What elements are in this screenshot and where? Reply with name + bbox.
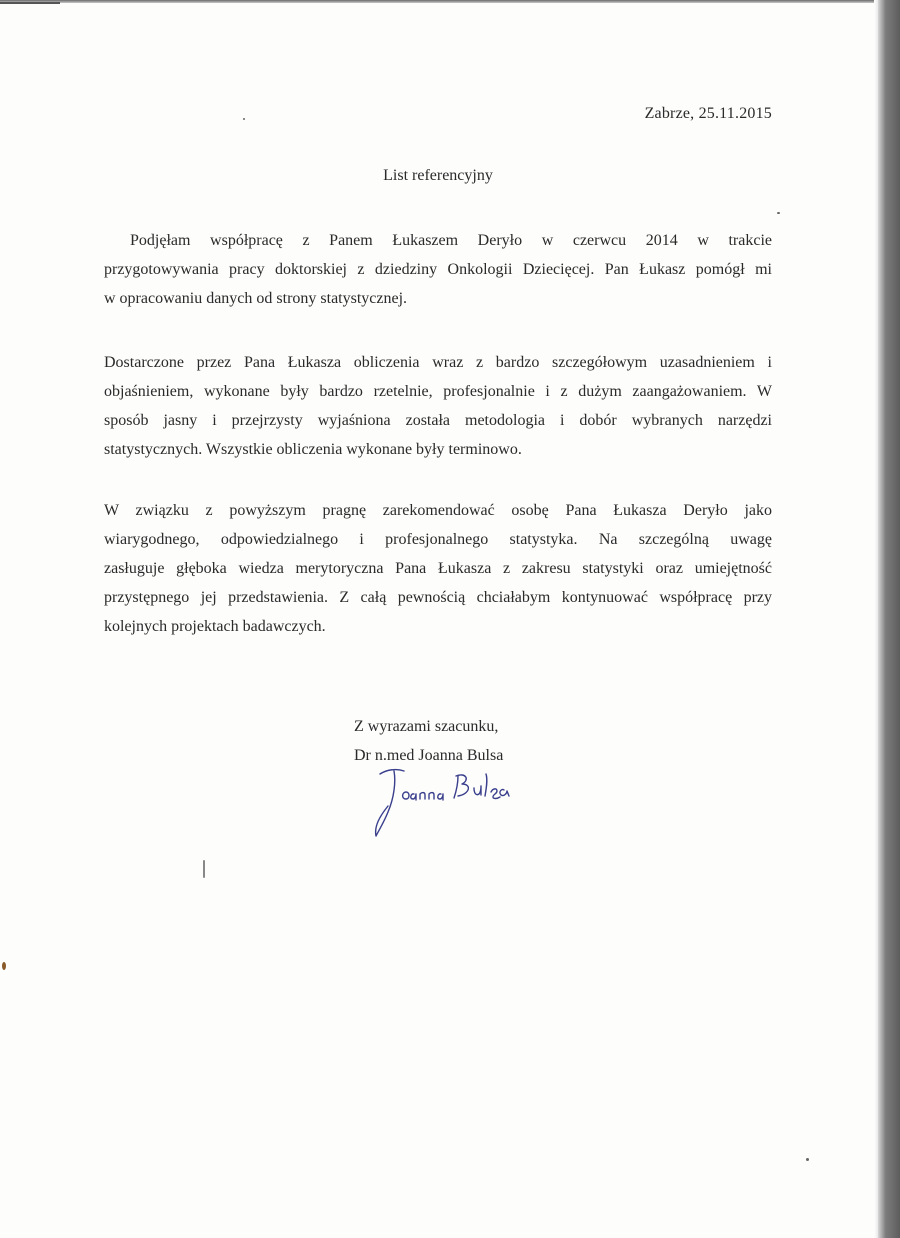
scan-border-top (0, 0, 878, 3)
paragraph-line: Dostarczone przez Pana Łukasza obliczenia wraz z bardzo szczegółowym uzasadnieniem i (104, 354, 772, 371)
paragraph-1 (104, 226, 772, 313)
paragraph-line: zasługuje głęboka wiedza merytoryczna Pana Łukasza z zakresu statystyki oraz umiejętność (104, 560, 772, 577)
paragraph-line: w opracowaniu danych od strony statystycznej. (104, 290, 408, 307)
paragraph-line: statystycznych. Wszystkie obliczenia wykonane były terminowo. (104, 441, 522, 458)
paragraph-line: wiarygodnego, odpowiedzialnego i profesjonalnego statystyka. Na szczególną uwagę (104, 531, 772, 548)
closing-phrase: Z wyrazami szacunku, (354, 718, 499, 735)
paragraph-line: sposób jasny i przejrzysty wyjaśniona została metodologia i dobór wybranych narzędzi (104, 412, 772, 429)
scan-speck (777, 212, 780, 214)
paragraph-line: W związku z powyższym pragnę zarekomendować osobę Pana Łukasza Deryło jako (104, 502, 772, 519)
paragraph-3 (104, 496, 772, 641)
paragraph-line: kolejnych projektach badawczych. (104, 618, 326, 635)
paragraph-2 (104, 348, 772, 464)
scan-speck (203, 860, 205, 878)
scan-speck (243, 118, 245, 120)
letter-date: Zabrze, 25.11.2015 (644, 105, 772, 122)
paragraph-line: Podjęłam współpracę z Panem Łukaszem Deryło w czerwcu 2014 w trakcie (130, 232, 772, 249)
handwritten-signature (366, 762, 526, 842)
scan-edge-right (878, 0, 900, 1238)
signatory-name: Dr n.med Joanna Bulsa (354, 747, 504, 764)
paragraph-line: przygotowywania pracy doktorskiej z dziedziny Onkologii Dziecięcej. Pan Łukasz pomógł mi (104, 261, 772, 278)
scan-border-top-left (0, 2, 60, 4)
paragraph-line: objaśnieniem, wykonane były bardzo rzetelnie, profesjonalnie i z dużym zaangażowaniem. W (104, 383, 772, 400)
letter-title: List referencyjny (383, 167, 493, 184)
paragraph-line: przystępnego jej przedstawienia. Z całą pewnością chciałabym kontynuować współpracę przy (104, 589, 772, 606)
scan-speck (806, 1158, 809, 1161)
scan-speck (2, 962, 6, 970)
